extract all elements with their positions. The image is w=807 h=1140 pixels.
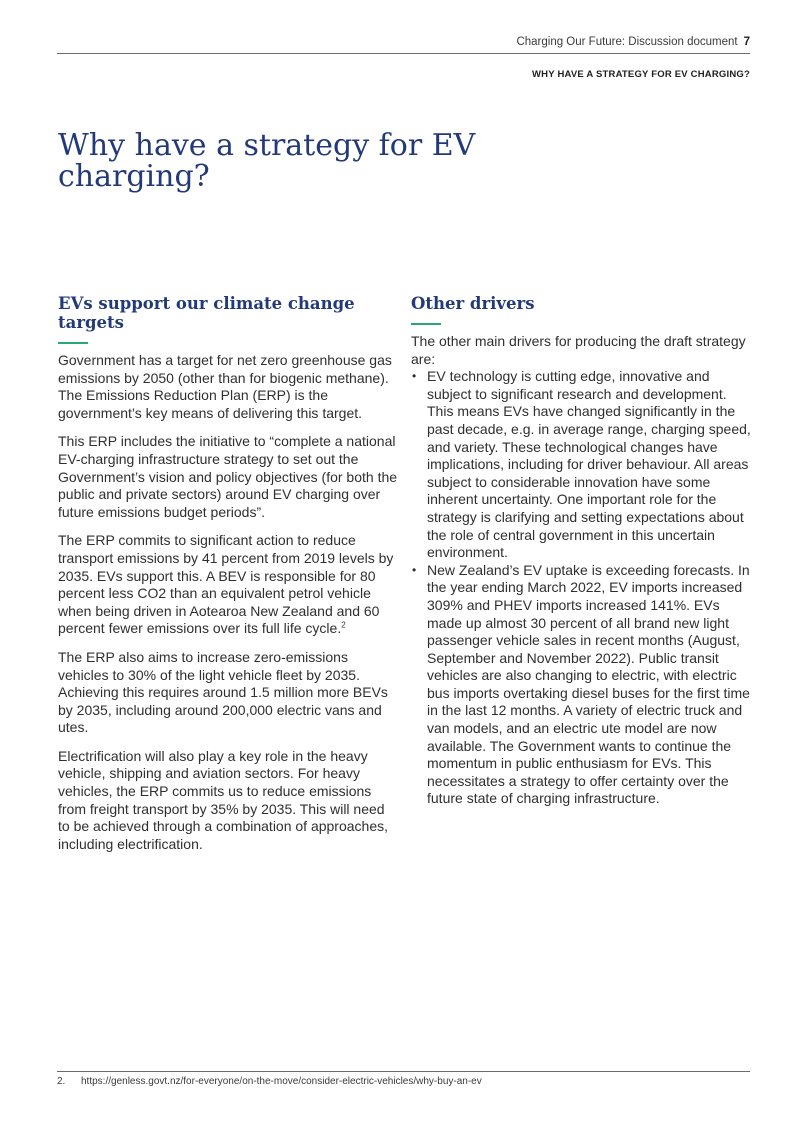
list-item-text: EV technology is cutting edge, innovative and subject to significant research and development. This means EVs have changed significantly in the past decade, e.g. in average range, charging speed, and variety. These technological changes have implications, including for driver behaviour. All areas subject to considerable innovation have some inherent uncertainty. One important role for the strategy is clarifying and setting expectations about the role of central government in this uncertain environment.	[427, 368, 751, 561]
section-label: WHY HAVE A STRATEGY FOR EV CHARGING?	[532, 69, 750, 80]
left-column	[58, 294, 398, 864]
paragraph: This ERP includes the initiative to “complete a national EV-charging infrastructure strategy to set out the Government’s vision and policy objectives (for both the public and private sectors) around EV charging over future emissions budget periods”.	[58, 433, 398, 520]
bullet-icon: •	[412, 562, 417, 577]
paragraph: Electrification will also play a key role in the heavy vehicle, shipping and aviation sectors. For heavy vehicles, the ERP commits us to reduce emissions from freight transport by 35% by 2035. This will need to be achieved through a combination of approaches, including electrification.	[58, 747, 389, 852]
heading-accent-rule	[411, 323, 441, 325]
list-item	[411, 368, 751, 562]
paragraph: Government has a target for net zero greenhouse gas emissions by 2050 (other than for biogenic methane). The Emissions Reduction Plan (ERP) is the government’s key means of delivering this target.	[58, 352, 392, 421]
paragraph	[58, 532, 398, 638]
list-item-text: New Zealand’s EV uptake is exceeding forecasts. In the year ending March 2022, EV imports increased 309% and PHEV imports increased 141%. EVs made up almost 30 percent of all brand new light passenger vehicle sales in recent months (August, September and November 2022). Public transit vehicles are also changing to electric, with electric bus imports overtaking diesel buses for the first time in the last 12 months. A variety of electric truck and van models, and an electric ute model are now available. The Government wants to continue the momentum in public enthusiasm for EVs. This necessitates a strategy to offer certainty over the future state of charging infrastructure.	[427, 561, 750, 807]
running-header	[57, 36, 750, 54]
right-column	[411, 294, 751, 808]
footnote-reference[interactable]: 2	[341, 620, 346, 630]
intro-paragraph: The other main drivers for producing the draft strategy are:	[411, 333, 746, 367]
heading-accent-rule	[58, 342, 88, 344]
page-number: 7	[743, 36, 750, 48]
paragraph: The ERP also aims to increase zero-emissions vehicles to 30% of the light vehicle fleet by 2035. Achieving this requires around 1.5 million more BEVs by 2035, including around 200,000 electric vans and utes.	[58, 648, 388, 736]
footnote-number: 2.	[57, 1076, 66, 1087]
bullet-icon: •	[412, 369, 417, 384]
left-column-heading: EVs support our climate change targets	[58, 294, 355, 332]
drivers-list	[411, 368, 751, 808]
footnote	[57, 1071, 750, 1087]
paragraph-text: The ERP commits to significant action to reduce transport emissions by 41 percent from 2019 levels by 2035. EVs support this. A BEV is responsible for 80 percent less CO2 than an equivalent petrol vehicle when being driven in Aotearoa New Zealand and 60 percent fewer emissions over its full life cycle.	[58, 532, 394, 637]
footnote-link[interactable]: https://genless.govt.nz/for-everyone/on-the-move/consider-electric-vehicles/why-buy-an-ev	[81, 1076, 482, 1087]
list-item	[411, 562, 751, 808]
document-title: Charging Our Future: Discussion document	[516, 36, 738, 48]
page-title: Why have a strategy for EV charging?	[58, 128, 476, 194]
right-column-heading: Other drivers	[411, 294, 535, 313]
